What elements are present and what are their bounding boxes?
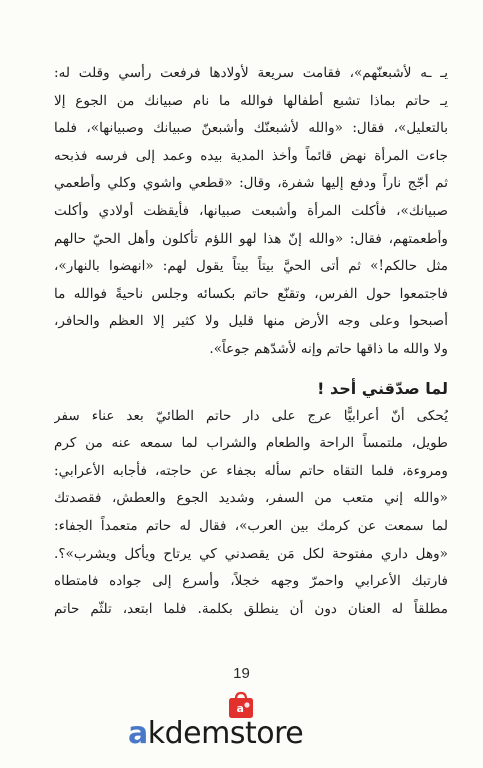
text-line: ومروءة، فلما التقاه حاتم سأله بجفاء عن حاجته، فأجابه الأعرابي: <box>54 462 448 479</box>
text-line: بالتعليل»، فقال: «والله لأشبعنّك وأشبعنّ صبيانك وصبيانها»، فلما <box>54 120 448 137</box>
text-line: يُحكى أنّ أعرابيًّا عرج على دار حاتم الطائيّ بعد عناء سفر <box>54 407 448 424</box>
text-line: وأطعمتهم، فقال: «والله إنّ هذا لهو اللؤم تأكلون وأهل الحيّ حالهم <box>54 230 448 247</box>
text-line: جاءت المرأة نهض قائماً وأخذ المدية بيده وعمد إلى فرسه فذبحه <box>54 147 448 164</box>
text-line: ولا والله ما ذاقها حاتم وإنه لأشدّهم جوعاً». <box>209 340 448 357</box>
text-line: طويل، ملتمساً الراحة والطعام والشراب لما سمعه عنه من كرم <box>54 435 448 452</box>
text-line: أصبحوا وعلى وجه الأرض منها قليل ولا كثير إلا العظم والحافر، <box>54 313 448 330</box>
text-line: لما سمعت عن كرمك بين العرب»، فقال له حاتم متعمداً الجفاء: <box>54 517 448 534</box>
text-line: يـ حاتم بماذا تشبع أطفالها فوالله ما نام صبيانك من الجوع إلا <box>54 92 448 109</box>
akdemstore-watermark <box>128 688 378 756</box>
text-line: ثم أجّج ناراً ودفع إليها شفرة، وقال: «قطعي واشوي وكلي وأطعمي <box>54 175 448 192</box>
text-line: «وهل داري مفتوحة لكل مَن يقصدني كي يرتاح ويأكل ويشرب»؟. <box>54 545 448 562</box>
text-line: مطلقاً له العنان دون أن ينطلق بكلمة. فلما ابتعد، تلثّم حاتم <box>54 600 448 617</box>
watermark-wordmark <box>128 718 378 750</box>
wordmark-rest: kdemstore <box>147 716 304 751</box>
page-number: 19 <box>233 665 250 682</box>
paragraph-gap <box>54 364 448 372</box>
text-line: يـ ـه لأشبعنّهم»، فقامت سريعة لأولادها فرفعت رأسي وقلت له: <box>54 65 448 81</box>
wordmark-accent-letter: a <box>128 716 148 751</box>
text-line: فاجتمعوا حول الفرس، وتقنّع حاتم بكسائه وجلس ناحيةً فوالله ما <box>54 285 448 302</box>
text-line: مثل حالكم!» ثم أتى الحيَّ بيتاً بيتاً يقول لهم: «انهضوا بالنهار»، <box>54 258 448 275</box>
body-text <box>54 60 448 623</box>
svg-text:a: a <box>236 702 244 715</box>
text-line: فارتبك الأعرابي واحمرّ وجهه خجلاً، وأسرع إلى جواده فامتطاه <box>54 573 448 590</box>
section-heading: لما صدّقني أحد ! <box>317 378 448 398</box>
text-line: «والله إني متعب من السفر، وشديد الجوع والعطش، فقصدتك <box>54 490 448 507</box>
text-line: صبيانك»، فأكلت المرأة وأشبعت صبيانها، فأيقظت أولادي وأكلت <box>54 202 448 219</box>
